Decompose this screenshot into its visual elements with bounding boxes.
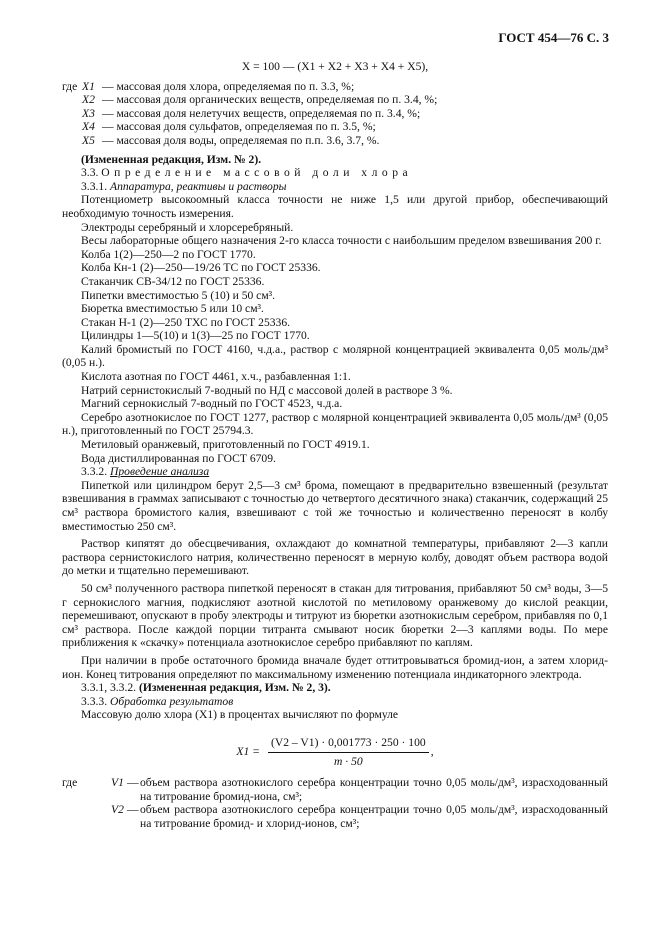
analysis-paragraph: Раствор кипятят до обесцвечивания, охлаждают до комнатной температуры, прибавляют 2—3 капли раствора сернистокислого натрия, количественно переносят в мерную колбу, доводят объем раствора водой до метки и тщательно перемешивают. bbox=[62, 537, 608, 578]
analysis-paragraph: 50 см³ полученного раствора пипеткой переносят в стакан для титрования, прибавляют 50 см³ воды, 3—5 г сернокислого магния, подкисляют азотной кислотой по метиловому оранжевому до кислой реакции, перемешивают, опускают в пробу электроды и титруют из бюретки азотнокислым серебром, прибавляя по 0,1 см³ раствора. После каждой порции титранта смывают носик бюретки 2—3 каплями воды. По мере приближения к «скачку» потенциала азотнокислое серебро прибавляют по каплям. bbox=[62, 581, 608, 650]
variable-text: объем раствора азотнокислого серебра концентрации точно 0,05 моль/дм³, израсходованный на титрование бромид- и хлорид-ионов, см³; bbox=[140, 803, 608, 830]
variable-dash: — bbox=[127, 803, 139, 817]
definition-symbol: X1 bbox=[82, 79, 95, 93]
page-header: ГОСТ 454—76 С. 3 bbox=[498, 30, 609, 45]
definition-text: — массовая доля сульфатов, определяемая по п. 3.5, %; bbox=[102, 120, 376, 134]
section-heading-3-3-3 bbox=[62, 695, 608, 709]
definition-lead bbox=[62, 120, 82, 134]
analysis-paragraph: Пипеткой или цилиндром берут 2,5—3 см³ брома, помещают в предварительно взвешенный (результат взвешивания в граммах записывают с точностью до четвертого десятичного знака) стаканчик, содержащий 25 см³ раствора бромистого калия, взвешивают с той же точностью и количественно переносят в колбу вместимостью 250 см³. bbox=[62, 478, 608, 533]
formula-lhs: X1 = bbox=[236, 745, 260, 759]
reagent-item: Метиловый оранжевый, приготовленный по ГОСТ 4919.1. bbox=[81, 438, 370, 452]
definitions-list bbox=[62, 80, 608, 148]
variable-v2 bbox=[62, 803, 608, 830]
reagent-item: Серебро азотнокислое по ГОСТ 1277, раствор с молярной концентрацией эквивалента 0,05 моль/дм³ (0,05 н.), приготовленный по ГОСТ 25794.3. bbox=[62, 410, 608, 438]
reagent-item: Кислота азотная по ГОСТ 4461, х.ч., разбавленная 1:1. bbox=[81, 370, 351, 384]
definition-lead bbox=[62, 107, 82, 121]
definition-x3 bbox=[62, 107, 608, 121]
reagent-item: Вода дистиллированная по ГОСТ 6709. bbox=[81, 451, 276, 465]
edit-note-1: (Измененная редакция, Изм. № 2). bbox=[81, 152, 262, 166]
reagent-item: Колба Кн-1 (2)—250—19/26 ТС по ГОСТ 25336. bbox=[81, 261, 321, 275]
reagent-item: Стакан Н-1 (2)—250 ТХС по ГОСТ 25336. bbox=[81, 315, 291, 329]
variable-symbol: V1 bbox=[111, 776, 124, 790]
section-number: 3.3.1. bbox=[81, 179, 108, 193]
section-heading-3-3-2 bbox=[62, 465, 608, 479]
definition-x5 bbox=[62, 134, 608, 148]
analysis-paragraph: При наличии в пробе остаточного бромида вначале будет оттитровываться бромид-ион, а затем хлорид-ион. Конец титрования определяют по максимальному изменению потенциала индикаторного электрода. bbox=[62, 653, 608, 681]
section-title: Проведение анализа bbox=[110, 465, 210, 479]
reagent-item: Натрий сернистокислый 7-водный по НД с массовой долей в растворе 3 %. bbox=[81, 383, 453, 397]
definition-text: — массовая доля органических веществ, определяемая по п. 3.4, %; bbox=[102, 93, 438, 107]
formula-numerator: (V2 – V1) · 0,001773 · 250 · 100 bbox=[268, 736, 429, 753]
page-content bbox=[62, 60, 608, 830]
calc-intro: Массовую долю хлора (X1) в процентах вычисляют по формуле bbox=[81, 708, 399, 722]
section-title: Определение массовой доли хлора bbox=[101, 166, 413, 180]
reagent-item: Цилиндры 1—5(10) и 1(3)—25 по ГОСТ 1770. bbox=[81, 329, 310, 343]
definition-symbol: X3 bbox=[82, 106, 95, 120]
reagent-item: Бюретка вместимостью 5 или 10 см³. bbox=[81, 302, 264, 316]
edit-note-prefix: 3.3.1, 3.3.2. bbox=[81, 681, 137, 695]
definition-symbol: X2 bbox=[82, 93, 95, 107]
definition-text: — массовая доля воды, определяемая по п.п. 3.6, 3.7, %. bbox=[102, 133, 380, 147]
reagent-item: Потенциометр высокоомный класса точности не ниже 1,5 или другой прибор, обеспечивающий необходимую точность измерения. bbox=[62, 193, 608, 220]
definition-x1 bbox=[62, 80, 608, 94]
reagent-item: Электроды серебряный и хлорсеребряный. bbox=[81, 220, 294, 234]
variable-dash: — bbox=[127, 776, 139, 790]
variable-v1 bbox=[62, 776, 608, 803]
definition-x2 bbox=[62, 93, 608, 107]
variable-text: объем раствора азотнокислого серебра концентрации точно 0,05 моль/дм³, израсходованный на титрование бромид-иона, см³; bbox=[140, 776, 608, 803]
section-number: 3.3.2. bbox=[81, 465, 108, 479]
variables-list bbox=[62, 776, 608, 830]
formula-mass-balance: X = 100 — (X1 + X2 + X3 + X4 + X5), bbox=[241, 60, 429, 73]
definition-lead: где bbox=[62, 79, 78, 93]
formula-denominator: m · 50 bbox=[334, 754, 363, 768]
variable-symbol: V2 bbox=[111, 803, 124, 817]
section-number: 3.3.3. bbox=[81, 694, 108, 708]
variable-lead: где bbox=[62, 776, 78, 790]
definition-lead bbox=[62, 134, 82, 148]
definition-lead bbox=[62, 93, 82, 107]
section-title: Обработка результатов bbox=[110, 694, 234, 708]
definition-symbol: X5 bbox=[82, 133, 95, 147]
section-heading-3-3-1 bbox=[62, 180, 608, 194]
reagent-item: Калий бромистый по ГОСТ 4160, ч.д.а., раствор с молярной концентрацией эквивалента 0,05 моль/дм³ (0,05 н.). bbox=[62, 342, 608, 370]
variable-lead bbox=[62, 803, 111, 830]
formula-end: , bbox=[430, 745, 434, 759]
edit-note-text: (Измененная редакция, Изм. № 2, 3). bbox=[138, 681, 331, 695]
edit-note-2 bbox=[62, 681, 608, 695]
formula-chlorine bbox=[62, 736, 608, 768]
section-number: 3.3. bbox=[81, 166, 99, 180]
section-title: Аппаратура, реактивы и растворы bbox=[110, 179, 287, 193]
definition-x4 bbox=[62, 120, 608, 134]
definition-symbol: X4 bbox=[82, 120, 95, 134]
definition-text: — массовая доля хлора, определяемая по п. 3.3, %; bbox=[102, 79, 355, 93]
reagent-item: Весы лабораторные общего назначения 2-го класса точности с наибольшим пределом взвешивания 200 г. bbox=[81, 234, 602, 248]
section-heading-3-3 bbox=[62, 166, 608, 180]
reagent-item: Магний сернокислый 7-водный по ГОСТ 4523, ч.д.а. bbox=[81, 397, 343, 411]
reagent-item: Колба 1(2)—250—2 по ГОСТ 1770. bbox=[81, 247, 256, 261]
reagent-item: Пипетки вместимостью 5 (10) и 50 см³. bbox=[81, 288, 276, 302]
formula-fraction bbox=[268, 736, 429, 768]
reagent-item: Стаканчик СВ-34/12 по ГОСТ 25336. bbox=[81, 274, 265, 288]
definition-text: — массовая доля нелетучих веществ, определяемая по п. 3.4, %; bbox=[102, 106, 421, 120]
